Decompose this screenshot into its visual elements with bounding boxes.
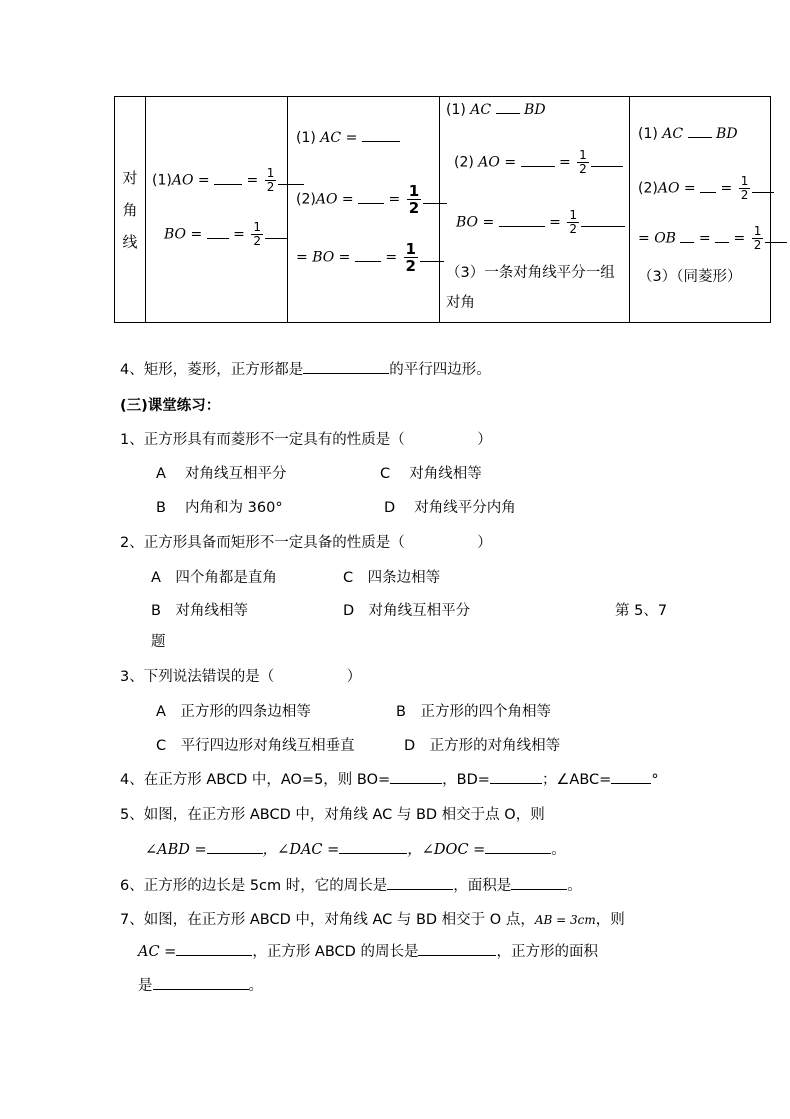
q2-option-b: B 对角线相等: [151, 603, 248, 619]
col4-line3: = OB = = $\frac{1}{2}$: [638, 225, 787, 252]
q3-stem: 3、下列说法错误的是（ ）: [120, 669, 362, 685]
q4-fill: 4、在正方形 ABCD 中，AO=5，则 BO= ，BD= ；∠ABC= °: [120, 772, 659, 788]
col1-line1: (1)AO = = $\frac{1}{2}$: [152, 167, 304, 194]
q7-fill-cont: 是 。: [138, 978, 263, 994]
col2-line1: (1) AC =: [296, 129, 400, 146]
col2-line3: = BO = = $\frac{1}{2}$: [296, 241, 444, 274]
col2-line2: (2)AO = = $\frac{1}{2}$: [296, 183, 447, 216]
q3-option-a: A 正方形的四条边相等: [156, 704, 311, 720]
section-title: (三)课堂练习：: [120, 398, 221, 414]
col1-line2: BO = = $\frac{1}{2}$: [164, 221, 287, 248]
col3-line2: (2) AO = = $\frac{1}{2}$: [454, 149, 623, 176]
q1-option-c: C 对角线相等: [380, 466, 482, 482]
col3-line4: （3）一条对角线平分一组: [446, 265, 615, 281]
col3-line5: 对角: [446, 295, 475, 311]
q1-stem: 1、正方形具有而菱形不一定具有的性质是（ ）: [120, 432, 492, 448]
col3-line3: BO = = $\frac{1}{2}$: [456, 209, 625, 236]
q5-answers: ∠ABD = ，∠DAC = ，∠DOC = 。: [145, 842, 566, 858]
q2-option-d: D 对角线互相平分: [343, 603, 471, 619]
rectangle-cell: [288, 97, 440, 323]
q3-option-b: B 正方形的四个角相等: [396, 704, 551, 720]
diagonal-properties-table: [114, 96, 771, 323]
col4-line1: (1) AC BD: [638, 126, 738, 142]
q6-fill: 6、正方形的边长是 5cm 时，它的周长是 ，面积是 。: [120, 878, 582, 894]
row-header-char: 线: [122, 232, 138, 251]
question-4-intro: 4、矩形，菱形，正方形都是 的平行四边形。: [120, 362, 491, 378]
q3-option-d: D 正方形的对角线相等: [404, 738, 561, 754]
rhombus-cell: [440, 97, 630, 323]
col4-line2: (2)AO = = $\frac{1}{2}$: [638, 175, 774, 202]
q3-option-c: C 平行四边形对角线互相垂直: [156, 738, 355, 754]
q2-note-cont: 题: [151, 634, 166, 650]
col3-line1: (1) AC BD: [446, 102, 546, 118]
square-cell: [630, 97, 771, 323]
col4-line4: （3）（同菱形）: [638, 269, 742, 285]
q1-option-d: D 对角线平分内角: [384, 500, 516, 516]
q2-stem: 2、正方形具备而矩形不一定具备的性质是（ ）: [120, 535, 492, 551]
q7-stem: 7、如图，在正方形 ABCD 中，对角线 AC 与 BD 相交于 O 点，AB = 3cm，则: [120, 912, 625, 928]
q1-option-b: B 内角和为 360°: [156, 500, 283, 516]
row-header-cell: [115, 97, 146, 323]
q7-fill: AC = ，正方形 ABCD 的周长是 ，正方形的面积: [138, 944, 598, 960]
parallelogram-cell: [146, 97, 288, 323]
q2-option-a: A 四个角都是直角: [151, 570, 277, 586]
q5-stem: 5、如图，在正方形 ABCD 中，对角线 AC 与 BD 相交于点 O，则: [120, 807, 545, 823]
row-header-char: 对: [122, 168, 138, 187]
q2-note: 第 5、7: [615, 603, 668, 619]
row-header-char: 角: [122, 200, 138, 219]
q2-option-c: C 四条边相等: [343, 570, 441, 586]
q1-option-a: A 对角线互相平分: [156, 466, 287, 482]
